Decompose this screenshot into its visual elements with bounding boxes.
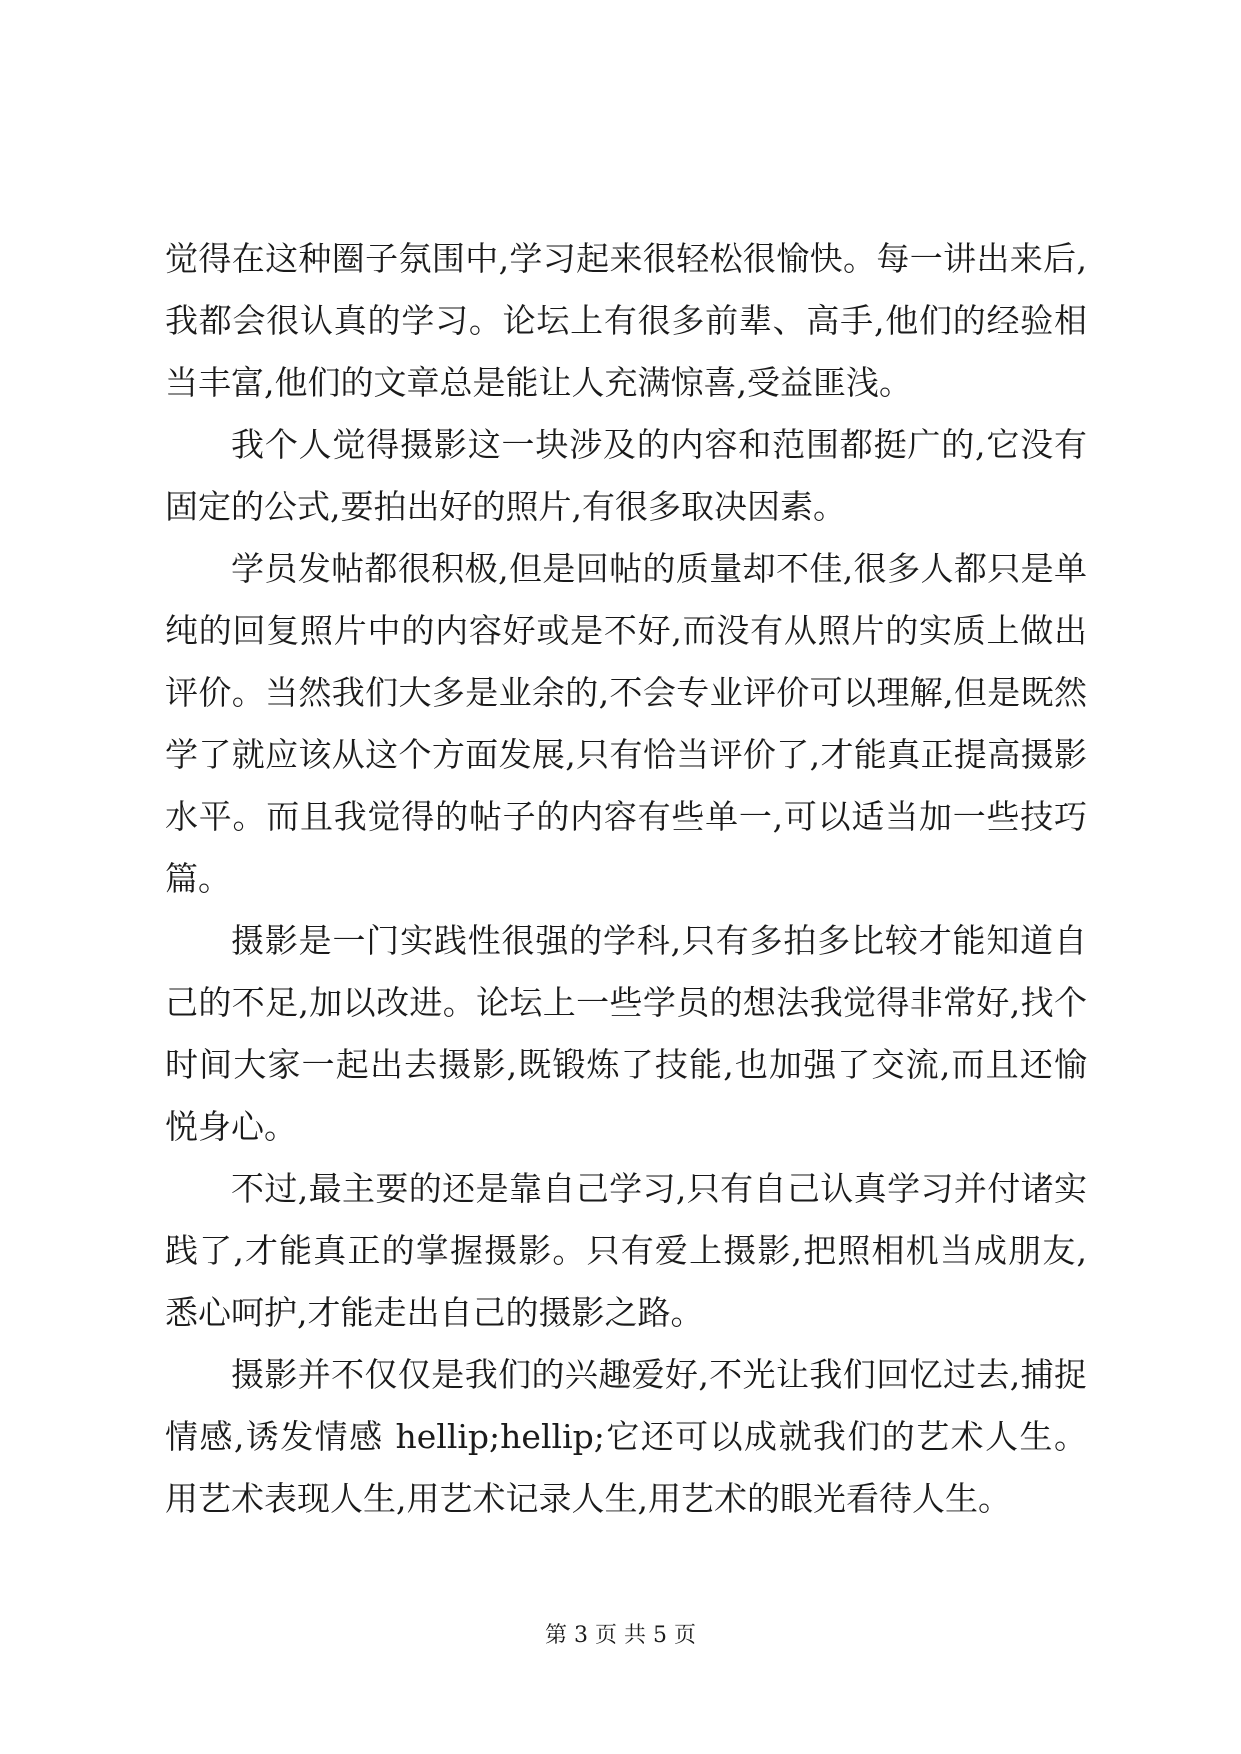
paragraph-4: 摄影是一门实践性很强的学科,只有多拍多比较才能知道自己的不足,加以改进。论坛上一些学员的想法我觉得非常好,找个时间大家一起出去摄影,既锻炼了技能,也加强了交流,而且还愉悦身心。 bbox=[165, 921, 1087, 1146]
page-footer: 第 3 页 共 5 页 bbox=[545, 1623, 696, 1648]
paragraph-2: 我个人觉得摄影这一块涉及的内容和范围都挺广的,它没有固定的公式,要拍出好的照片,有很多取决因素。 bbox=[165, 425, 1087, 526]
body-text bbox=[165, 228, 1087, 1530]
paragraph-6: 摄影并不仅仅是我们的兴趣爱好,不光让我们回忆过去,捕捉情感,诱发情感 hellip;hellip;它还可以成就我们的艺术人生。用艺术表现人生,用艺术记录人生,用艺术的眼光看待人生。 bbox=[165, 1355, 1087, 1518]
paragraph-5: 不过,最主要的还是靠自己学习,只有自己认真学习并付诸实践了,才能真正的掌握摄影。只有爱上摄影,把照相机当成朋友,悉心呵护,才能走出自己的摄影之路。 bbox=[165, 1169, 1087, 1332]
paragraph-1: 觉得在这种圈子氛围中,学习起来很轻松很愉快。每一讲出来后,我都会很认真的学习。论坛上有很多前辈、高手,他们的经验相当丰富,他们的文章总是能让人充满惊喜,受益匪浅。 bbox=[165, 239, 1087, 402]
paragraph-3: 学员发帖都很积极,但是回帖的质量却不佳,很多人都只是单纯的回复照片中的内容好或是不好,而没有从照片的实质上做出评价。当然我们大多是业余的,不会专业评价可以理解,但是既然学了就应该从这个方面发展,只有恰当评价了,才能真正提高摄影水平。而且我觉得的帖子的内容有些单一,可以适当加一些技巧篇。 bbox=[165, 549, 1087, 898]
